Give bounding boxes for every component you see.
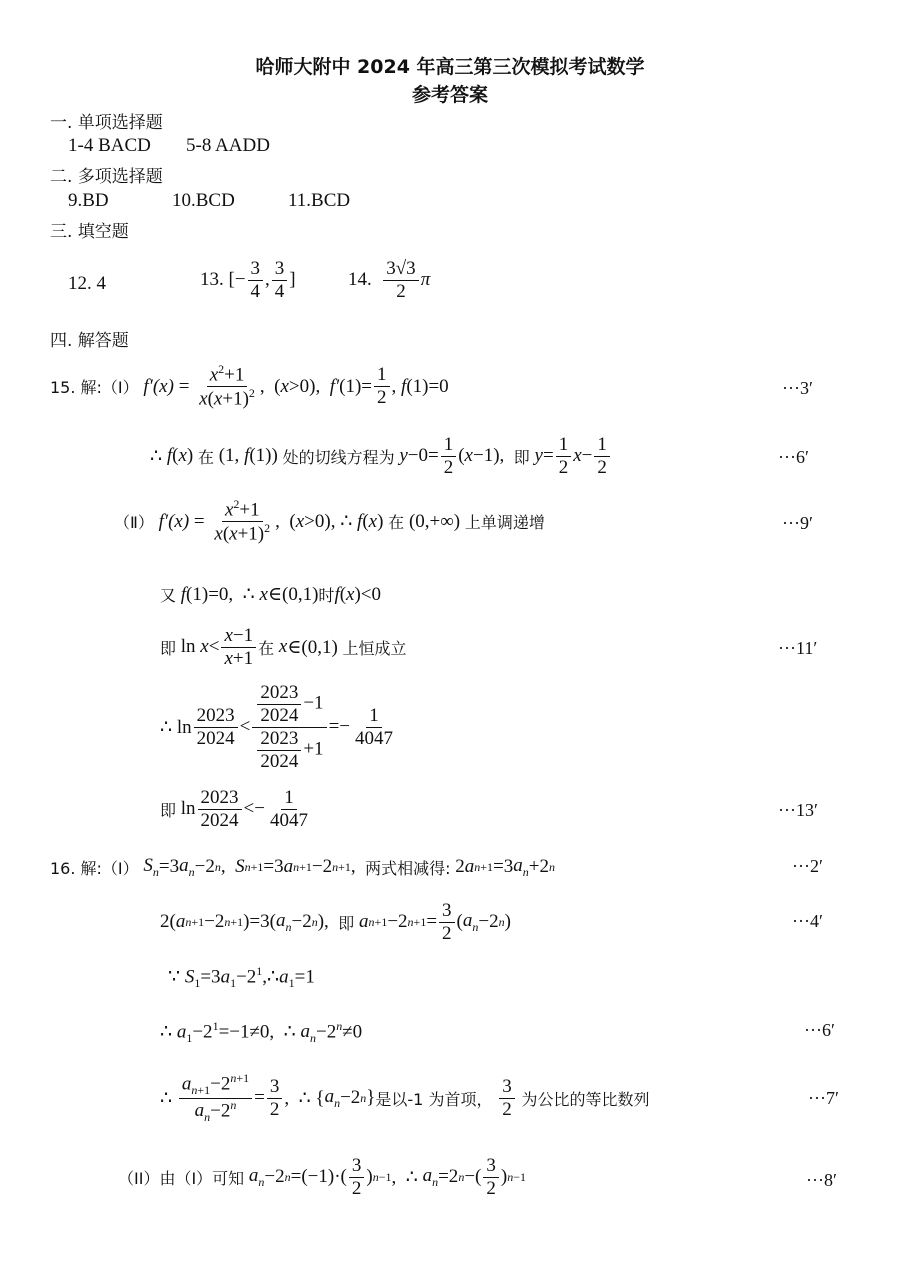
section-single-choice: 一. 单项选择题 [50,113,163,133]
q16-score-1: ···2′ [792,856,823,876]
q15-line-you: 又 f (1)=0, ∴ x ∈(0,1) 时 f ( x )<0 [160,583,382,605]
answer-5-8: 5-8 AADD [186,135,270,156]
page-subtitle: 参考答案 [411,84,488,106]
section-multi-choice: 二. 多项选择题 [50,167,163,187]
q16-score-4: ···7′ [808,1088,839,1108]
q15-line-final: 即 ln $\frac{2023}{2024}$ <− $\frac{1}{4047}$ [160,787,308,831]
q15-part2-line: （Ⅱ） f′(x) = $\frac{x^2+1}{x(x+1)^2}$ , ( x >0), ∴ f ( x ) 在 (0,+∞) 上单调递增 [114,497,545,545]
section-solutions: 四. 解答题 [50,331,129,351]
answer-10: 10.BCD [172,190,235,211]
answer-9: 9.BD [68,190,109,211]
q15-score-5: ···13′ [778,800,818,820]
answer-1-4: 1-4 BACD [68,135,151,156]
answer-12: 12. 4 [68,273,106,294]
q15-line1: 15. 解:（Ⅰ） f′(x) = $\frac{x^2+1}{x(x+1)^2}$ , ( x >0), f′ (1)= $\frac{1}{2}$ , f (1)=0 [50,362,449,410]
q15-line2: ∴ f ( x ) 在 (1, f (1)) 处的切线方程为 y −0= $\frac{1}{2}$ ( x −1), 即 y = $\frac{1}{2}$ x − $\frac{1}{2}$ [150,434,612,479]
answer-13: 13. [− $\frac{3}{4}$ , $\frac{3}{4}$ ] [200,258,296,302]
section-fill-blank: 三. 填空题 [50,222,129,242]
page-title: 哈师大附中 2024 年高三第三次模拟考试数学 [255,56,645,78]
q16-line5: ∴ $\frac{a_{n+1}-2^{n+1}}{a_n-2^n}$ = $\frac{3}{2}$ , ∴ { $a_n$ −2 n } 是以-1 为首项， $\frac{3}{2}$ 为公比的等比数列 [160,1071,650,1125]
answer-11: 11.BCD [288,190,351,211]
q16-score-3: ···6′ [804,1020,835,1040]
q16-line3: ∵ $S_1=3a_1-2^1,\therefore a_1=1$ [168,964,315,991]
q16-line4: ∴ $a_1-2^1=-1\ne 0$, ∴ $a_n-2^n\ne 0$ [160,1019,363,1046]
q15-score-3: ···9′ [782,513,813,533]
q15-score-4: ···11′ [778,638,818,658]
q16-part2-line: （II）由（Ⅰ）可知 $a_n$ −2 n =(−1)·( $\frac{3}{2}$ ) n−1 , ∴ $a_n$ =2 n −( $\frac{3}{2}$ ) n−1 [118,1155,526,1199]
q16-line2: 2( a n+1 −2 n+1 )=3( $a_n$ −2 n ), 即 a n+1 −2 n+1 = $\frac{3}{2}$ ( $a_n$ −2 n ) [160,900,511,944]
q15-line-ln: 即 ln x < $\frac{x-1}{x+1}$ 在 x ∈(0,1) 上恒成立 [160,625,407,669]
q16-line1: 16. 解:（Ⅰ） $S_n$ =3 $a_n$ −2 n , S n+1 =3 a n+1 −2 n+1 , 两式相减得: 2 a n+1 =3 $a_n$ +2 n [50,855,555,879]
q15-score-1: ···3′ [782,378,813,398]
q16-score-2: ···4′ [792,911,823,931]
answer-14: 14. $\frac{3√3}{2}$ π [348,258,431,302]
q15-score-2: ···6′ [778,447,809,467]
q16-score-5: ···8′ [806,1170,837,1190]
q15-line-compare: ∴ ln $\frac{2023}{2024}$ < $\frac{2023}{2024}$ −1 $\frac{2023}{2024}$ +1 =− $\frac{1}{4047}$ [160,682,393,772]
